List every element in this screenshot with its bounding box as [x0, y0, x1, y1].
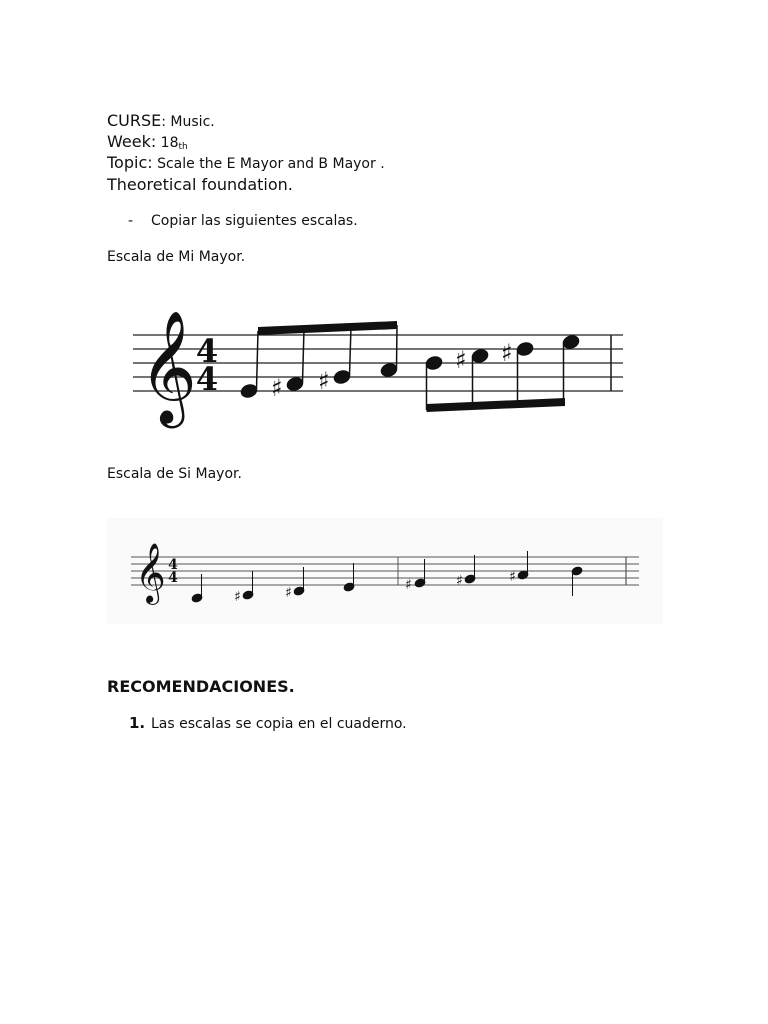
sharp-icon: ♯ [456, 573, 463, 589]
svg-text:4: 4 [195, 360, 219, 398]
course-label: CURSE [107, 111, 162, 130]
sharp-icon: ♯ [501, 339, 513, 367]
week-line [107, 132, 188, 151]
week-value: 18 [156, 135, 179, 151]
course-line [107, 111, 215, 130]
topic-line [107, 153, 385, 172]
sharp-icon: ♯ [509, 569, 516, 585]
note-c-sharp5 [470, 348, 489, 365]
sharp-icon: ♯ [405, 577, 412, 593]
week-label: Week: [107, 132, 157, 151]
treble-clef-icon: 𝄞 [139, 310, 197, 424]
note-e5 [561, 334, 580, 351]
staff-lines [131, 557, 639, 585]
b-major-scale-title: Escala de Si Mayor. [107, 466, 242, 482]
beam-2 [427, 398, 566, 412]
instruction-text: Copiar las siguientes escalas. [151, 213, 358, 229]
recommendation-item [129, 714, 407, 732]
note-f-sharp4 [285, 376, 304, 393]
e-major-scale-title: Escala de Mi Mayor. [107, 249, 246, 265]
instruction-bullet [128, 213, 358, 229]
recommendations-heading: RECOMENDACIONES. [107, 677, 295, 696]
e-major-scale-staff [125, 300, 630, 430]
sharp-icon: ♯ [318, 367, 330, 395]
sharp-icon: ♯ [285, 585, 292, 601]
sharp-icon: ♯ [455, 346, 467, 374]
theoretical-foundation-heading: Theoretical foundation. [107, 175, 293, 194]
sharp-icon: ♯ [271, 374, 283, 402]
bullet-marker: - [128, 213, 134, 229]
note-b4 [424, 355, 443, 372]
svg-text:4: 4 [168, 557, 178, 573]
note-d-sharp5 [515, 341, 534, 358]
svg-text:4: 4 [195, 332, 219, 370]
sharp-icon: ♯ [234, 589, 241, 605]
topic-label: Topic: [107, 153, 153, 172]
svg-text:4: 4 [168, 570, 178, 586]
beam-1 [258, 321, 397, 335]
note-g-sharp4 [332, 369, 351, 386]
topic-value: Scale the E Mayor and B Mayor . [152, 156, 385, 172]
note-a4 [379, 362, 398, 379]
item-number: 1. [129, 714, 146, 732]
item-text: Las escalas se copia en el cuaderno. [151, 716, 407, 732]
time-signature [168, 557, 178, 586]
treble-clef-icon: 𝄞 [135, 543, 166, 603]
course-value: : Music. [161, 114, 215, 130]
time-signature [196, 332, 218, 398]
b-major-scale-staff [107, 518, 663, 624]
note-e4 [239, 383, 258, 400]
week-suffix: th [178, 142, 188, 152]
